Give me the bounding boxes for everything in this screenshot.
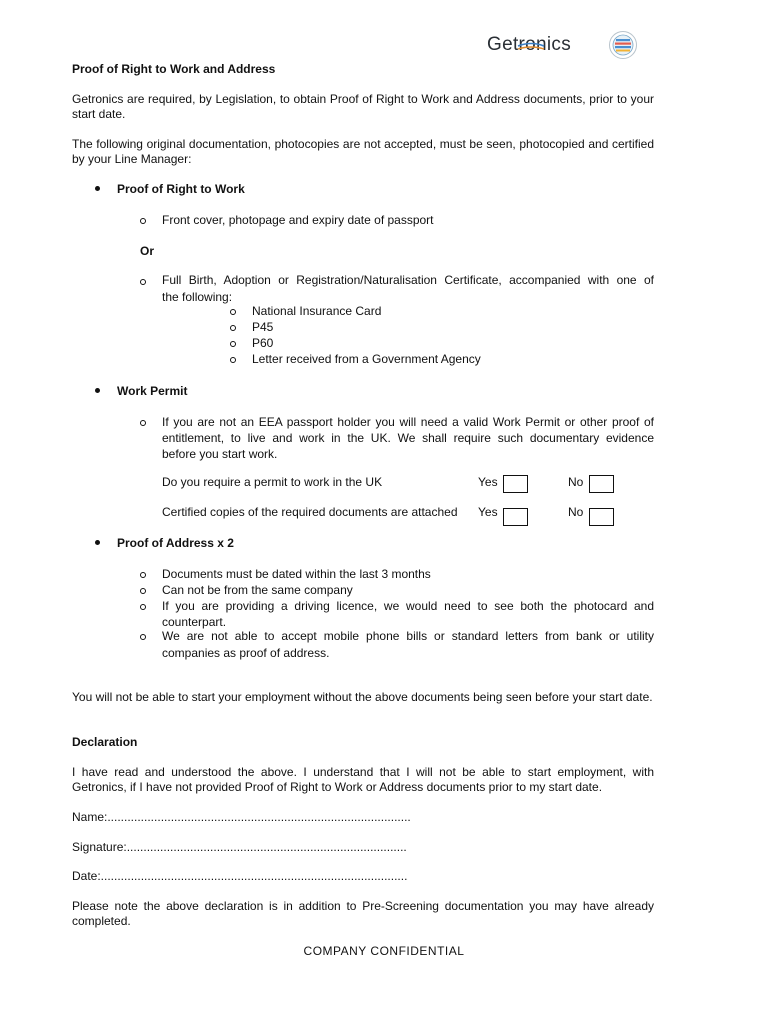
work-permit-text-line3: before you start work. xyxy=(162,447,278,461)
bullet-sub-2 xyxy=(229,321,237,329)
address-item-licence-line2: counterpart. xyxy=(162,615,227,629)
work-permit-text-line1: If you are not an EEA passport holder you will need a valid Work Permit or other proof of xyxy=(162,415,654,429)
declaration-heading: Declaration xyxy=(72,735,138,749)
logo-text-start: Getr xyxy=(487,34,526,55)
q1-yes-label: Yes xyxy=(478,475,498,489)
address-item-company: Can not be from the same company xyxy=(162,583,353,597)
q1-yes-checkbox[interactable] xyxy=(503,475,528,493)
intro-paragraph: Getronics are required, by Legislation, to obtain Proof of Right to Work and Address documents, prior to your start date. xyxy=(72,92,654,121)
q1-no-label: No xyxy=(568,475,584,489)
bullet-eea xyxy=(139,416,147,424)
item-passport: Front cover, photopage and expiry date of passport xyxy=(162,213,434,227)
pre-screening-note: Please note the above declaration is in addition to Pre-Screening documentation you may have already completed. xyxy=(72,899,654,928)
sub-item-ni-card: National Insurance Card xyxy=(252,304,382,318)
address-item-licence-line1: If you are providing a driving licence, we would need to see both the photocard and xyxy=(162,599,654,613)
bullet-sub-4 xyxy=(229,353,237,361)
declaration-text: I have read and understood the above. I understand that I will not be able to start employment, with Getronics, if I have not provided Proof of Right to Work or Address documents prior to my start date. xyxy=(72,765,654,794)
q2-yes-checkbox[interactable] xyxy=(503,508,528,526)
bullet-address-3 xyxy=(139,600,147,608)
q2-no-label: No xyxy=(568,505,584,519)
globe-seal-icon xyxy=(608,30,638,60)
sub-item-p45: P45 xyxy=(252,320,274,334)
heading-right-to-work: Proof of Right to Work xyxy=(117,182,245,196)
address-item-bills-line2: companies as proof of address. xyxy=(162,646,330,660)
bullet-address xyxy=(93,536,101,544)
employment-notice: You will not be able to start your employment without the above documents being seen before your start date. xyxy=(72,690,653,704)
page-title: Proof of Right to Work and Address xyxy=(72,62,276,76)
logo-text-end: nics xyxy=(536,34,572,55)
signature-field[interactable]: Signature:.................................................................................... xyxy=(72,840,407,854)
heading-address: Proof of Address x 2 xyxy=(117,536,234,550)
q2-yes-label: Yes xyxy=(478,505,498,519)
address-item-bills-line1: We are not able to accept mobile phone bills or standard letters from bank or utility xyxy=(162,629,654,643)
footer-confidential: COMPANY CONFIDENTIAL xyxy=(303,944,465,958)
q2-no-checkbox[interactable] xyxy=(589,508,614,526)
bullet-address-1 xyxy=(139,568,147,576)
bullet-address-2 xyxy=(139,584,147,592)
name-field[interactable]: Name:........................................................................................... xyxy=(72,810,411,824)
logo-o: o xyxy=(525,34,537,55)
bullet-right-to-work xyxy=(93,182,101,190)
bullet-work-permit xyxy=(93,384,101,392)
or-label: Or xyxy=(140,244,155,258)
logo-wave-icon xyxy=(516,40,546,54)
bullet-birth-certificate xyxy=(139,275,147,283)
item-birth-certificate-line2: the following: xyxy=(162,290,233,304)
date-field[interactable]: Date:............................................................................................ xyxy=(72,869,408,883)
question-permit-required: Do you require a permit to work in the UK xyxy=(162,475,383,489)
address-item-dated: Documents must be dated within the last 3 months xyxy=(162,567,431,581)
following-paragraph: The following original documentation, photocopies are not accepted, must be seen, photocopied and certified by your Line Manager: xyxy=(72,137,654,166)
bullet-sub-1 xyxy=(229,305,237,313)
bullet-address-4 xyxy=(139,630,147,638)
heading-work-permit: Work Permit xyxy=(117,384,188,398)
question-documents-attached: Certified copies of the required documents are attached xyxy=(162,505,458,519)
bullet-sub-3 xyxy=(229,337,237,345)
work-permit-text-line2: entitlement, to live and work in the UK. We shall require such documentary evidence xyxy=(162,431,654,445)
item-birth-certificate-line1: Full Birth, Adoption or Registration/Naturalisation Certificate, accompanied with one of xyxy=(162,273,654,287)
sub-item-gov-letter: Letter received from a Government Agency xyxy=(252,352,481,366)
bullet-passport xyxy=(139,214,147,222)
q1-no-checkbox[interactable] xyxy=(589,475,614,493)
sub-item-p60: P60 xyxy=(252,336,274,350)
